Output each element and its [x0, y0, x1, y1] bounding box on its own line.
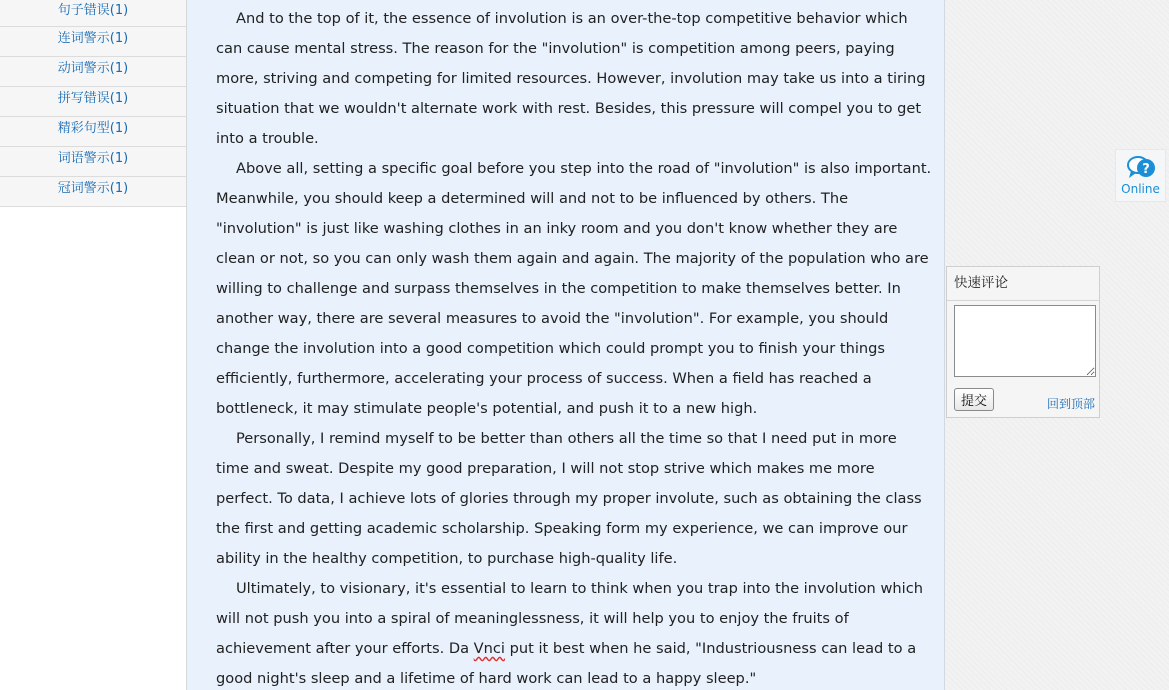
chat-help-icon — [1125, 154, 1157, 182]
paragraph-text: Ultimately, to visionary, it's essential to learn to think when you trap into the involution which will not push you into a spiral of meaninglessness, it will help you to enjoy the fruits of achievement after your efforts. Da — [216, 580, 923, 657]
sidebar-item-verb-warning[interactable]: 动词警示(1) — [0, 57, 186, 87]
quick-comment-title: 快速评论 — [947, 267, 1099, 301]
essay-paragraph: Above all, setting a specific goal before you step into the road of "involution" is also important. Meanwhile, you should keep a determined will and not to be influenced by others. The "involution" is just like washing clothes in an inky room and you don't know whether they are clean or not, so you can only wash them again and again. The majority of the population who are willing to challenge and surpass themselves in the competition to make themselves better. In another way, there are several measures to avoid the "involution". For example, you should change the involution into a good competition which could prompt you to finish your things efficiently, furthermore, accelerating your process of success. When a field has reached a bottleneck, it may stimulate people's potential, and push it to a new high. — [216, 160, 932, 417]
essay-content — [187, 0, 945, 690]
svg-text:?: ? — [1141, 162, 1150, 177]
sidebar-item-great-sentence[interactable]: 精彩句型(1) — [0, 117, 186, 147]
error-sidebar — [0, 0, 187, 690]
back-to-top-link[interactable]: 回到顶部 — [1046, 397, 1095, 411]
submit-button[interactable]: 提交 — [954, 388, 994, 411]
online-label: Online — [1121, 182, 1160, 196]
essay-paragraph: And to the top of it, the essence of involution is an over-the-top competitive behavior which can cause mental stress. The reason for the "involution" is competition among peers, paying more, striving and competing for limited resources. However, involution may take us into a tiring situation that we wouldn't alternate work with rest. Besides, this pressure will compel you to get into a trouble. — [216, 10, 926, 147]
sidebar-item-word-warning[interactable]: 词语警示(1) — [0, 147, 186, 177]
paragraph-text: put it best when he said, "Industriousness can lead to a good night's sleep and a lifetime of hard work can lead to a happy sleep." — [216, 640, 917, 687]
spelling-error-word[interactable]: Vnci — [473, 640, 505, 657]
essay-paragraph: Personally, I remind myself to be better than others all the time so that I need put in more time and sweat. Despite my good preparation, I will not stop strive which makes me more perfect. To data, I achieve lots of glories through my proper involute, such as obtaining the class the first and getting academic scholarship. Speaking form my experience, we can improve our ability in the healthy competition, to purchase high-quality life. — [216, 430, 922, 567]
sidebar-item-article-warning[interactable]: 冠词警示(1) — [0, 177, 186, 207]
sidebar-item-sentence-error[interactable]: 句子错误(1) — [0, 0, 186, 27]
sidebar-item-conjunction-warning[interactable]: 连词警示(1) — [0, 27, 186, 57]
quick-comment-panel — [946, 266, 1100, 418]
sidebar-item-spelling-error[interactable]: 拼写错误(1) — [0, 87, 186, 117]
online-support-button[interactable] — [1115, 149, 1166, 202]
error-category-list — [0, 0, 186, 207]
comment-textarea[interactable] — [954, 305, 1096, 377]
essay-paragraph — [216, 574, 934, 690]
